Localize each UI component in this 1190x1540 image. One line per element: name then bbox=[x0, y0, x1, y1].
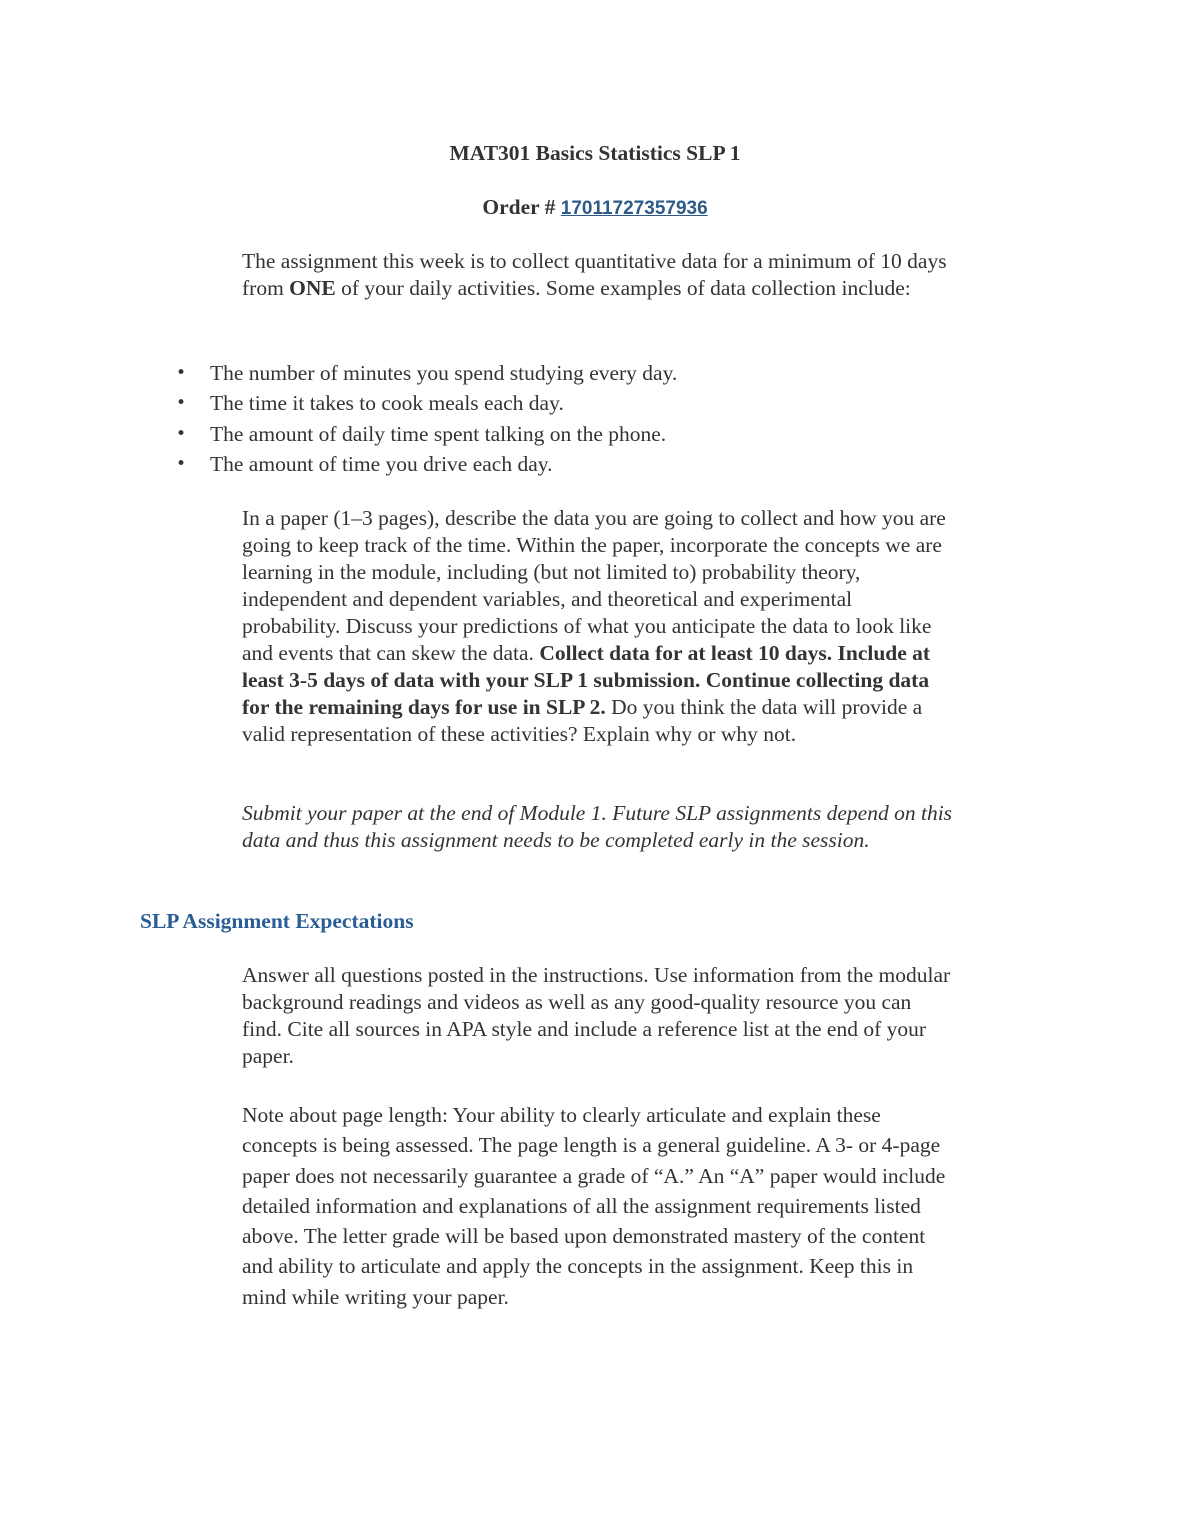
examples-list bbox=[172, 358, 677, 479]
intro-text-after: of your daily activities. Some examples of data collection include: bbox=[335, 276, 911, 300]
intro-paragraph bbox=[242, 248, 954, 302]
list-item-text: The time it takes to cook meals each day. bbox=[210, 391, 564, 416]
list-item bbox=[172, 419, 677, 449]
list-item-text: The number of minutes you spend studying every day. bbox=[210, 361, 678, 385]
document-title-text: MAT301 Basics Statistics SLP 1 bbox=[449, 141, 741, 165]
order-label: Order # bbox=[482, 195, 556, 219]
page-length-note-paragraph: Note about page length: Your ability to clearly articulate and explain these concepts is being assessed. The page length is a general guideline. A 3- or 4-page paper does not necessarily guarantee a grade of “A.” An “A” paper would include detailed information and explanations of all the assignment requirements listed above. The letter grade will be based upon demonstrated mastery of the content and ability to articulate and apply the concepts in the assignment. Keep this in mind while writing your paper. bbox=[242, 1103, 946, 1309]
bullet-icon: • bbox=[175, 423, 187, 444]
submit-note-paragraph: Submit your paper at the end of Module 1. Future SLP assignments depend on this data and thus this assignment needs to be completed early in the session. bbox=[242, 801, 953, 852]
order-line bbox=[0, 194, 1190, 222]
expectations-heading: SLP Assignment Expectations bbox=[140, 909, 414, 933]
list-item-text: The amount of time you drive each day. bbox=[210, 451, 553, 476]
document-title bbox=[0, 140, 1190, 167]
intro-emphasis: ONE bbox=[289, 276, 336, 300]
paper-text-after: Do you think the data will provide a valid representation of these activities? Explain why or why not. bbox=[242, 695, 923, 746]
list-item bbox=[172, 449, 677, 479]
paper-instructions-paragraph bbox=[242, 505, 954, 748]
list-item-text: The amount of daily time spent talking on the phone. bbox=[210, 421, 667, 446]
order-number-link[interactable]: 17011727357936 bbox=[560, 198, 708, 219]
list-item bbox=[172, 358, 677, 388]
paper-bold-requirements: Collect data for at least 10 days. Include at least 3-5 days of data with your SLP 1 submission. Continue collecting data for the remaining days for use in SLP 2. bbox=[242, 641, 931, 719]
bullet-icon: • bbox=[175, 363, 187, 383]
list-item bbox=[172, 388, 677, 418]
intro-text-before: The assignment this week is to collect quantitative data for a minimum of 10 days from bbox=[242, 249, 947, 300]
paper-text-before: In a paper (1–3 pages), describe the data you are going to collect and how you are going to keep track of the time. Within the paper, incorporate the concepts we are learning in the module, including (but not limited to) probability theory, independent and dependent variables, and theoretical and experimental probability. Discuss your predictions of what you anticipate the data to look like and events that can skew the data. bbox=[242, 506, 946, 665]
bullet-icon: • bbox=[175, 453, 187, 474]
answer-paragraph: Answer all questions posted in the instructions. Use information from the modular background readings and videos as well as any good-quality resource you can find. Cite all sources in APA style and include a reference list at the end of your paper. bbox=[242, 963, 951, 1068]
bullet-icon: • bbox=[175, 393, 187, 414]
